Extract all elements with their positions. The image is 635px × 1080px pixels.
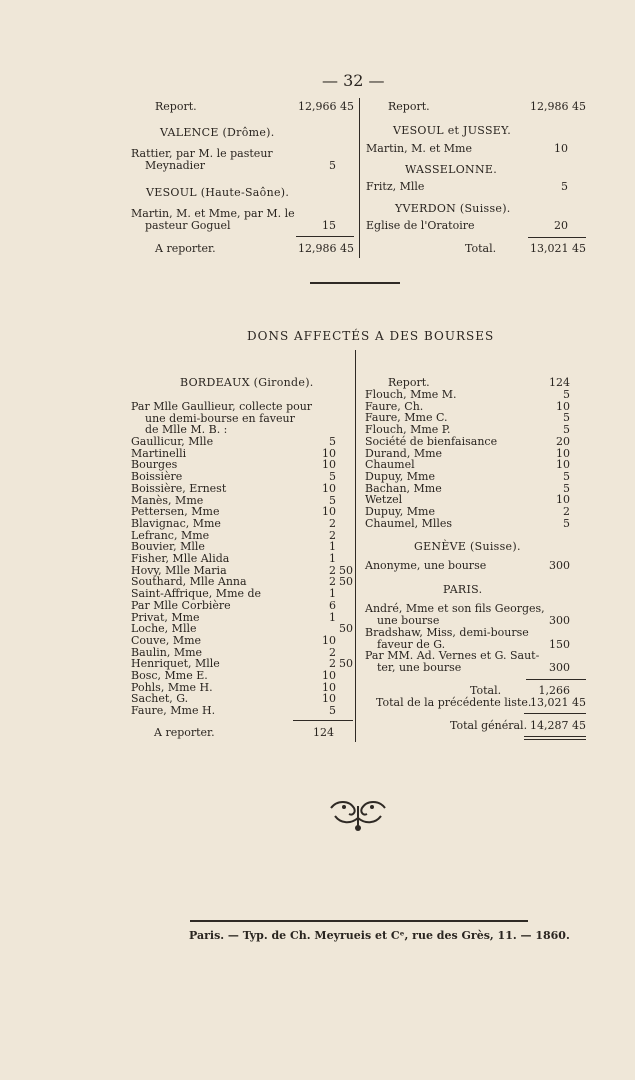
donor-amount: 2 xyxy=(329,529,336,542)
sum-rule xyxy=(528,237,586,238)
donor-amount: 10 xyxy=(322,681,336,694)
donor-amount: 10 xyxy=(322,482,336,495)
donor-amount: 15 xyxy=(322,219,336,232)
right-report-label: Report. xyxy=(388,376,430,389)
donor-name: Faure, Mme H. xyxy=(131,704,216,717)
donor-amount: 1 xyxy=(329,540,336,553)
top-left-total-label: A reporter. xyxy=(155,242,216,255)
donor-amount: 5 xyxy=(561,180,568,193)
left-total-label: A reporter. xyxy=(154,726,215,739)
donor-name-cont: faveur de G. xyxy=(377,638,446,651)
donor-amount: 20 xyxy=(556,435,570,448)
donor-amount-cents: 50 xyxy=(339,564,353,577)
page-number: — 32 — xyxy=(322,71,385,90)
donor-name: Pettersen, Mme xyxy=(131,505,220,518)
donor-amount: 5 xyxy=(563,482,570,495)
donor-amount: 2 xyxy=(329,575,336,588)
donor-name: Eglise de l'Oratoire xyxy=(366,219,475,232)
donor-name: Baulin, Mme xyxy=(131,646,203,659)
donor-name: André, Mme et son fils Georges, xyxy=(365,602,545,615)
donor-name: Par Mlle Corbière xyxy=(131,599,231,612)
donor-name: Wetzel xyxy=(365,493,403,506)
donor-amount: 300 xyxy=(549,614,570,627)
top-right-report-label: Report. xyxy=(388,100,430,113)
donor-amount: 10 xyxy=(554,142,568,155)
donor-amount: 300 xyxy=(549,661,570,674)
donor-name-cont: une bourse xyxy=(377,614,440,627)
grand-total-value: 14,287 45 xyxy=(530,719,586,732)
section-heading-vesoul-jussey: VESOUL et JUSSEY. xyxy=(393,124,512,137)
donor-name: Fritz, Mlle xyxy=(366,180,425,193)
donor-amount: 6 xyxy=(329,599,336,612)
donor-amount: 1 xyxy=(329,611,336,624)
donor-amount: 5 xyxy=(563,388,570,401)
donor-name-cont: pasteur Goguel xyxy=(145,219,231,232)
donor-name: Privat, Mme xyxy=(131,611,200,624)
donor-name: Blavignac, Mme xyxy=(131,517,221,530)
top-left-total-value: 12,986 45 xyxy=(298,242,354,255)
donor-amount: 5 xyxy=(329,159,336,172)
donor-name: Martin, M. et Mme, par M. le xyxy=(131,207,295,220)
donor-name: Henriquet, Mlle xyxy=(131,657,220,670)
donor-amount: 10 xyxy=(322,458,336,471)
donor-amount: 5 xyxy=(329,470,336,483)
donor-amount: 5 xyxy=(329,435,336,448)
top-right-total-label: Total. xyxy=(465,242,497,255)
donor-name: Hovy, Mlle Maria xyxy=(131,564,227,577)
donor-name: Flouch, Mme P. xyxy=(365,423,451,436)
donor-amount: 20 xyxy=(554,219,568,232)
donor-amount: 5 xyxy=(329,494,336,507)
donor-name: Bosc, Mme E. xyxy=(131,669,208,682)
donor-name-cont: ter, une bourse xyxy=(377,661,462,674)
donor-name: Pohls, Mme H. xyxy=(131,681,213,694)
section-heading-valence: VALENCE (Drôme). xyxy=(160,126,275,139)
donor-name: Anonyme, une bourse xyxy=(365,559,487,572)
top-left-report-label: Report. xyxy=(155,100,197,113)
section-heading-geneve: GENÈVE (Suisse). xyxy=(414,540,521,553)
section-heading-yverdon: YVERDON (Suisse). xyxy=(395,202,511,215)
donor-amount-cents: 50 xyxy=(339,622,353,635)
previous-total-label: Total de la précédente liste. xyxy=(376,696,532,709)
total-label: Total. xyxy=(470,684,502,697)
double-rule xyxy=(524,736,586,737)
donor-amount: 150 xyxy=(549,638,570,651)
donor-name: Martinelli xyxy=(131,447,187,460)
donor-name: Chaumel, Mlles xyxy=(365,517,453,530)
intro-line: de Mlle M. B. : xyxy=(145,423,228,436)
intro-line: Par Mlle Gaullieur, collecte pour xyxy=(131,400,313,413)
donor-name: Durand, Mme xyxy=(365,447,443,460)
printer-imprint: Paris. — Typ. de Ch. Meyrueis et Cᵉ, rue des Grès, 11. — 1860. xyxy=(189,929,570,942)
donor-name: Bachan, Mme xyxy=(365,482,442,495)
donor-name: Fisher, Mlle Alida xyxy=(131,552,230,565)
donor-name: Bradshaw, Miss, demi-bourse xyxy=(365,626,529,639)
donor-name: Flouch, Mme M. xyxy=(365,388,457,401)
donor-amount: 2 xyxy=(329,564,336,577)
footer-rule xyxy=(190,920,528,922)
donor-name: Dupuy, Mme xyxy=(365,470,435,483)
donor-name: Bourges xyxy=(131,458,178,471)
donor-amount: 5 xyxy=(563,423,570,436)
right-report-value: 124 xyxy=(549,376,570,389)
donor-name: Loche, Mlle xyxy=(131,622,197,635)
donor-amount: 5 xyxy=(563,411,570,424)
donor-amount: 10 xyxy=(556,400,570,413)
grand-total-label: Total général. xyxy=(450,719,528,732)
donor-name: Sachet, G. xyxy=(131,692,189,705)
column-divider xyxy=(359,98,360,258)
double-rule xyxy=(524,739,586,740)
total-value: 1,266 xyxy=(538,684,570,697)
top-right-report-value: 12,986 45 xyxy=(530,100,586,113)
donor-name: Martin, M. et Mme xyxy=(366,142,472,155)
left-total-value: 124 xyxy=(313,726,334,739)
fleuron-ornament-icon xyxy=(327,798,389,834)
section-heading-vesoul: VESOUL (Haute-Saône). xyxy=(146,186,290,199)
donor-amount: 300 xyxy=(549,559,570,572)
donor-name: Rattier, par M. le pasteur xyxy=(131,147,273,160)
top-left-report-value: 12,966 45 xyxy=(298,100,354,113)
donor-name: Southard, Mlle Anna xyxy=(131,575,247,588)
section-heading-bordeaux: BORDEAUX (Gironde). xyxy=(180,376,314,389)
sum-rule xyxy=(296,236,354,237)
column-divider xyxy=(355,350,356,742)
donor-amount: 2 xyxy=(329,517,336,530)
top-right-total-value: 13,021 45 xyxy=(530,242,586,255)
donor-amount: 10 xyxy=(322,634,336,647)
donor-name: Faure, Ch. xyxy=(365,400,424,413)
donor-name: Manès, Mme xyxy=(131,494,204,507)
donor-amount: 10 xyxy=(322,692,336,705)
donor-amount: 10 xyxy=(322,505,336,518)
donor-amount: 1 xyxy=(329,587,336,600)
donor-amount: 2 xyxy=(329,657,336,670)
donor-name: Lefranc, Mme xyxy=(131,529,210,542)
sum-rule xyxy=(526,679,586,680)
donor-name-cont: Meynadier xyxy=(145,159,205,172)
donor-amount: 10 xyxy=(322,447,336,460)
main-title: DONS AFFECTÉS A DES BOURSES xyxy=(247,329,495,343)
sum-rule xyxy=(524,713,586,714)
donor-name: Par MM. Ad. Vernes et G. Saut- xyxy=(365,649,540,662)
donor-amount: 10 xyxy=(556,493,570,506)
donor-name: Bouvier, Mlle xyxy=(131,540,205,553)
intro-line: une demi-bourse en faveur xyxy=(145,412,295,425)
donor-amount: 1 xyxy=(329,552,336,565)
donor-amount: 10 xyxy=(556,447,570,460)
section-separator xyxy=(310,282,400,284)
donor-amount-cents: 50 xyxy=(339,657,353,670)
donor-amount: 2 xyxy=(563,505,570,518)
donor-amount: 5 xyxy=(329,704,336,717)
donor-name: Couve, Mme xyxy=(131,634,202,647)
section-heading-wasselonne: WASSELONNE. xyxy=(405,163,498,176)
donor-name: Boissière xyxy=(131,470,183,483)
donor-amount: 5 xyxy=(563,517,570,530)
donor-amount: 10 xyxy=(556,458,570,471)
previous-total-value: 13,021 45 xyxy=(530,696,586,709)
section-heading-paris: PARIS. xyxy=(443,583,483,596)
donor-name: Dupuy, Mme xyxy=(365,505,435,518)
donor-name: Gaullicur, Mlle xyxy=(131,435,214,448)
donor-amount-cents: 50 xyxy=(339,575,353,588)
donor-name: Boissière, Ernest xyxy=(131,482,227,495)
donor-amount: 2 xyxy=(329,646,336,659)
donor-amount: 10 xyxy=(322,669,336,682)
donor-name: Société de bienfaisance xyxy=(365,435,498,448)
donor-name: Chaumel xyxy=(365,458,415,471)
donor-name: Saint-Affrique, Mme de xyxy=(131,587,262,600)
sum-rule xyxy=(293,720,353,721)
donor-name: Faure, Mme C. xyxy=(365,411,448,424)
donor-amount: 5 xyxy=(563,470,570,483)
